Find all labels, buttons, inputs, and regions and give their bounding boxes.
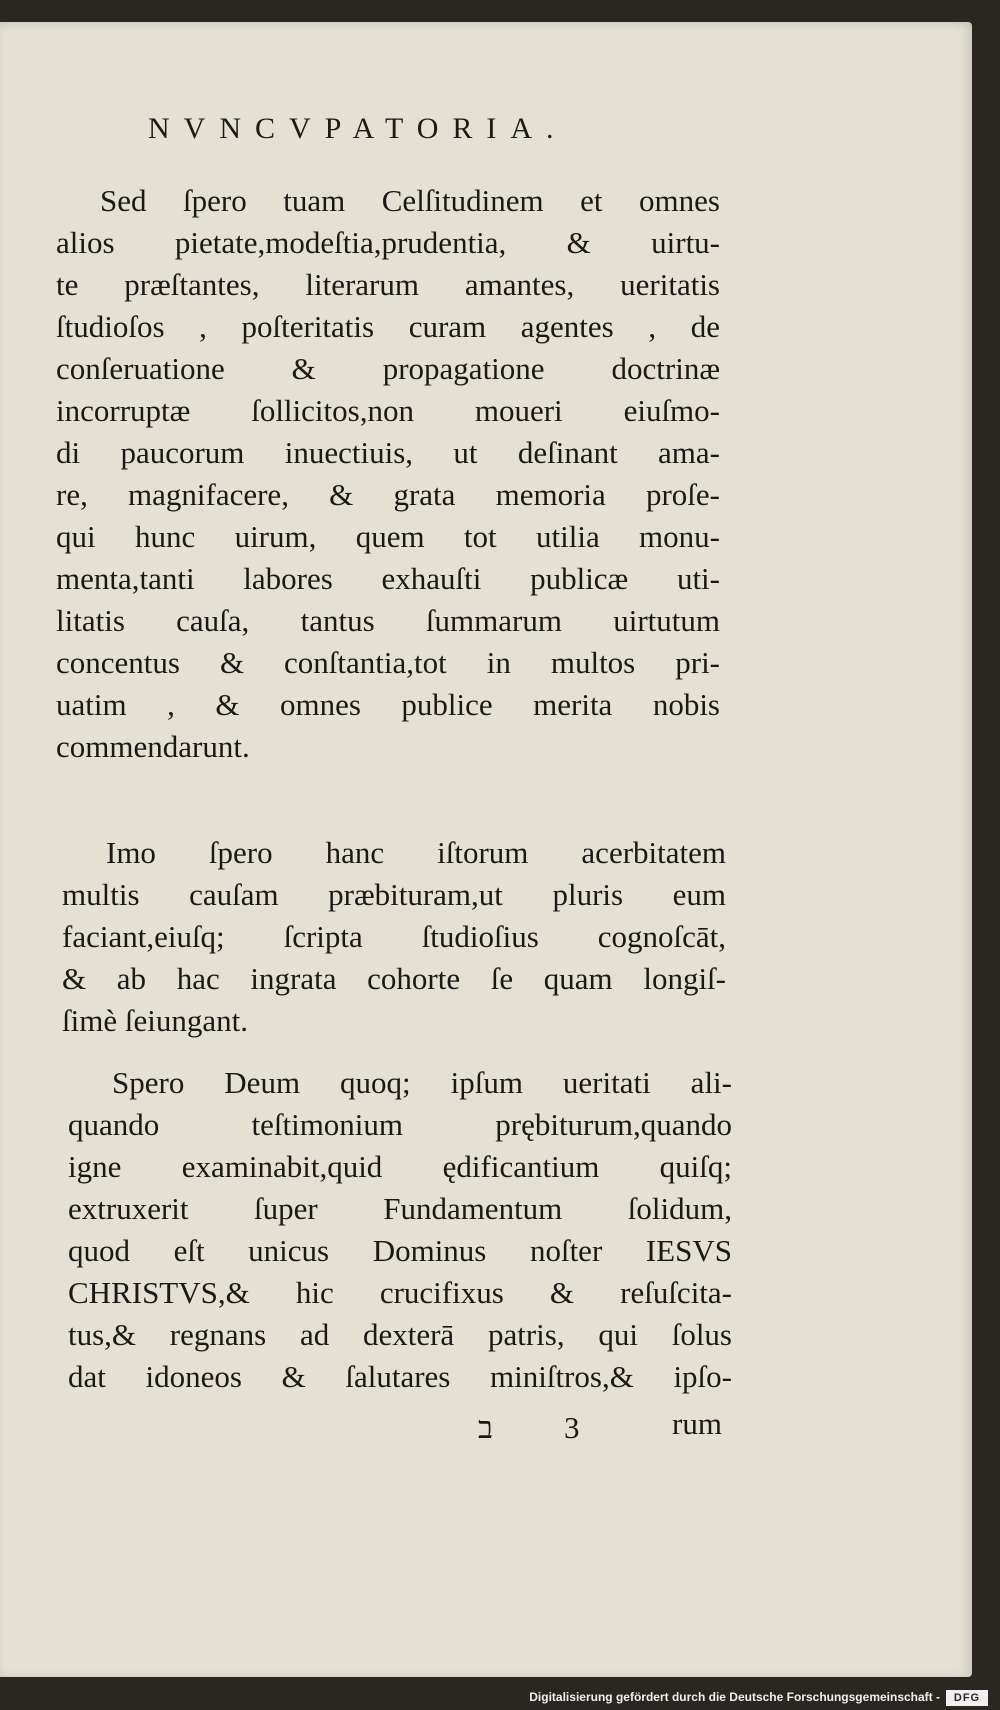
text-line: extruxerit ſuper Fundamentum ſolidum, — [68, 1191, 732, 1226]
text-line: menta,tanti labores exhauſti publicæ uti- — [56, 561, 720, 596]
text-line: commendarunt. — [56, 729, 250, 764]
catchword: rum — [672, 1406, 722, 1441]
text-line: tus,& regnans ad dexterā patris, qui ſolus — [68, 1317, 732, 1352]
text-line: quod eſt unicus Dominus noſter IESVS — [68, 1233, 732, 1268]
text-line: Spero Deum quoq; ipſum ueritati ali- — [112, 1065, 732, 1100]
signature-mark: ב — [478, 1410, 493, 1445]
text-line: quando teſtimonium prębiturum,quando — [68, 1107, 732, 1142]
text-line: incorruptæ ſollicitos,non moueri eiuſmo- — [56, 393, 720, 428]
text-line: te præſtantes, literarum amantes, ueritatis — [56, 267, 720, 302]
text-line: re, magnifacere, & grata memoria proſe- — [56, 477, 720, 512]
text-line: ſimè ſeiungant. — [62, 1003, 248, 1038]
paragraph-1 — [56, 180, 720, 768]
text-line: faciant,eiuſq; ſcripta ſtudioſius cognoſcāt, — [62, 919, 726, 954]
text-line: dat idoneos & ſalutares miniſtros,& ipſo- — [68, 1359, 732, 1394]
attribution-text: Digitalisierung gefördert durch die Deutsche Forschungsgemeinschaft - — [529, 1690, 940, 1704]
page-number: 3 — [564, 1410, 580, 1445]
text-line: litatis cauſa, tantus ſummarum uirtutum — [56, 603, 720, 638]
text-line: & ab hac ingrata cohorte ſe quam longiſ- — [62, 961, 726, 996]
text-line: multis cauſam præbituram,ut pluris eum — [62, 877, 726, 912]
text-line: uatim , & omnes publice merita nobis — [56, 687, 720, 722]
text-line: qui hunc uirum, quem tot utilia monu- — [56, 519, 720, 554]
paragraph-2 — [62, 832, 726, 1042]
text-line: igne examinabit,quid ędificantium quiſq; — [68, 1149, 732, 1184]
running-head: NVNCVPATORIA. — [148, 112, 568, 145]
dfg-logo: DFG — [946, 1690, 988, 1706]
text-line: di paucorum inuectiuis, ut deſinant ama- — [56, 435, 720, 470]
paragraph-3 — [68, 1062, 732, 1398]
text-line: Sed ſpero tuam Celſitudinem et omnes — [100, 183, 720, 218]
text-line: Imo ſpero hanc iſtorum acerbitatem — [106, 835, 726, 870]
text-line: CHRISTVS,& hic crucifixus & reſuſcita- — [68, 1275, 732, 1310]
text-line: concentus & conſtantia,tot in multos pri- — [56, 645, 720, 680]
book-page — [0, 22, 972, 1677]
text-line: ſtudioſos , poſteritatis curam agentes , de — [56, 309, 720, 344]
text-line: alios pietate,modeſtia,prudentia, & uirtu- — [56, 225, 720, 260]
text-line: conſeruatione & propagatione doctrinæ — [56, 351, 720, 386]
